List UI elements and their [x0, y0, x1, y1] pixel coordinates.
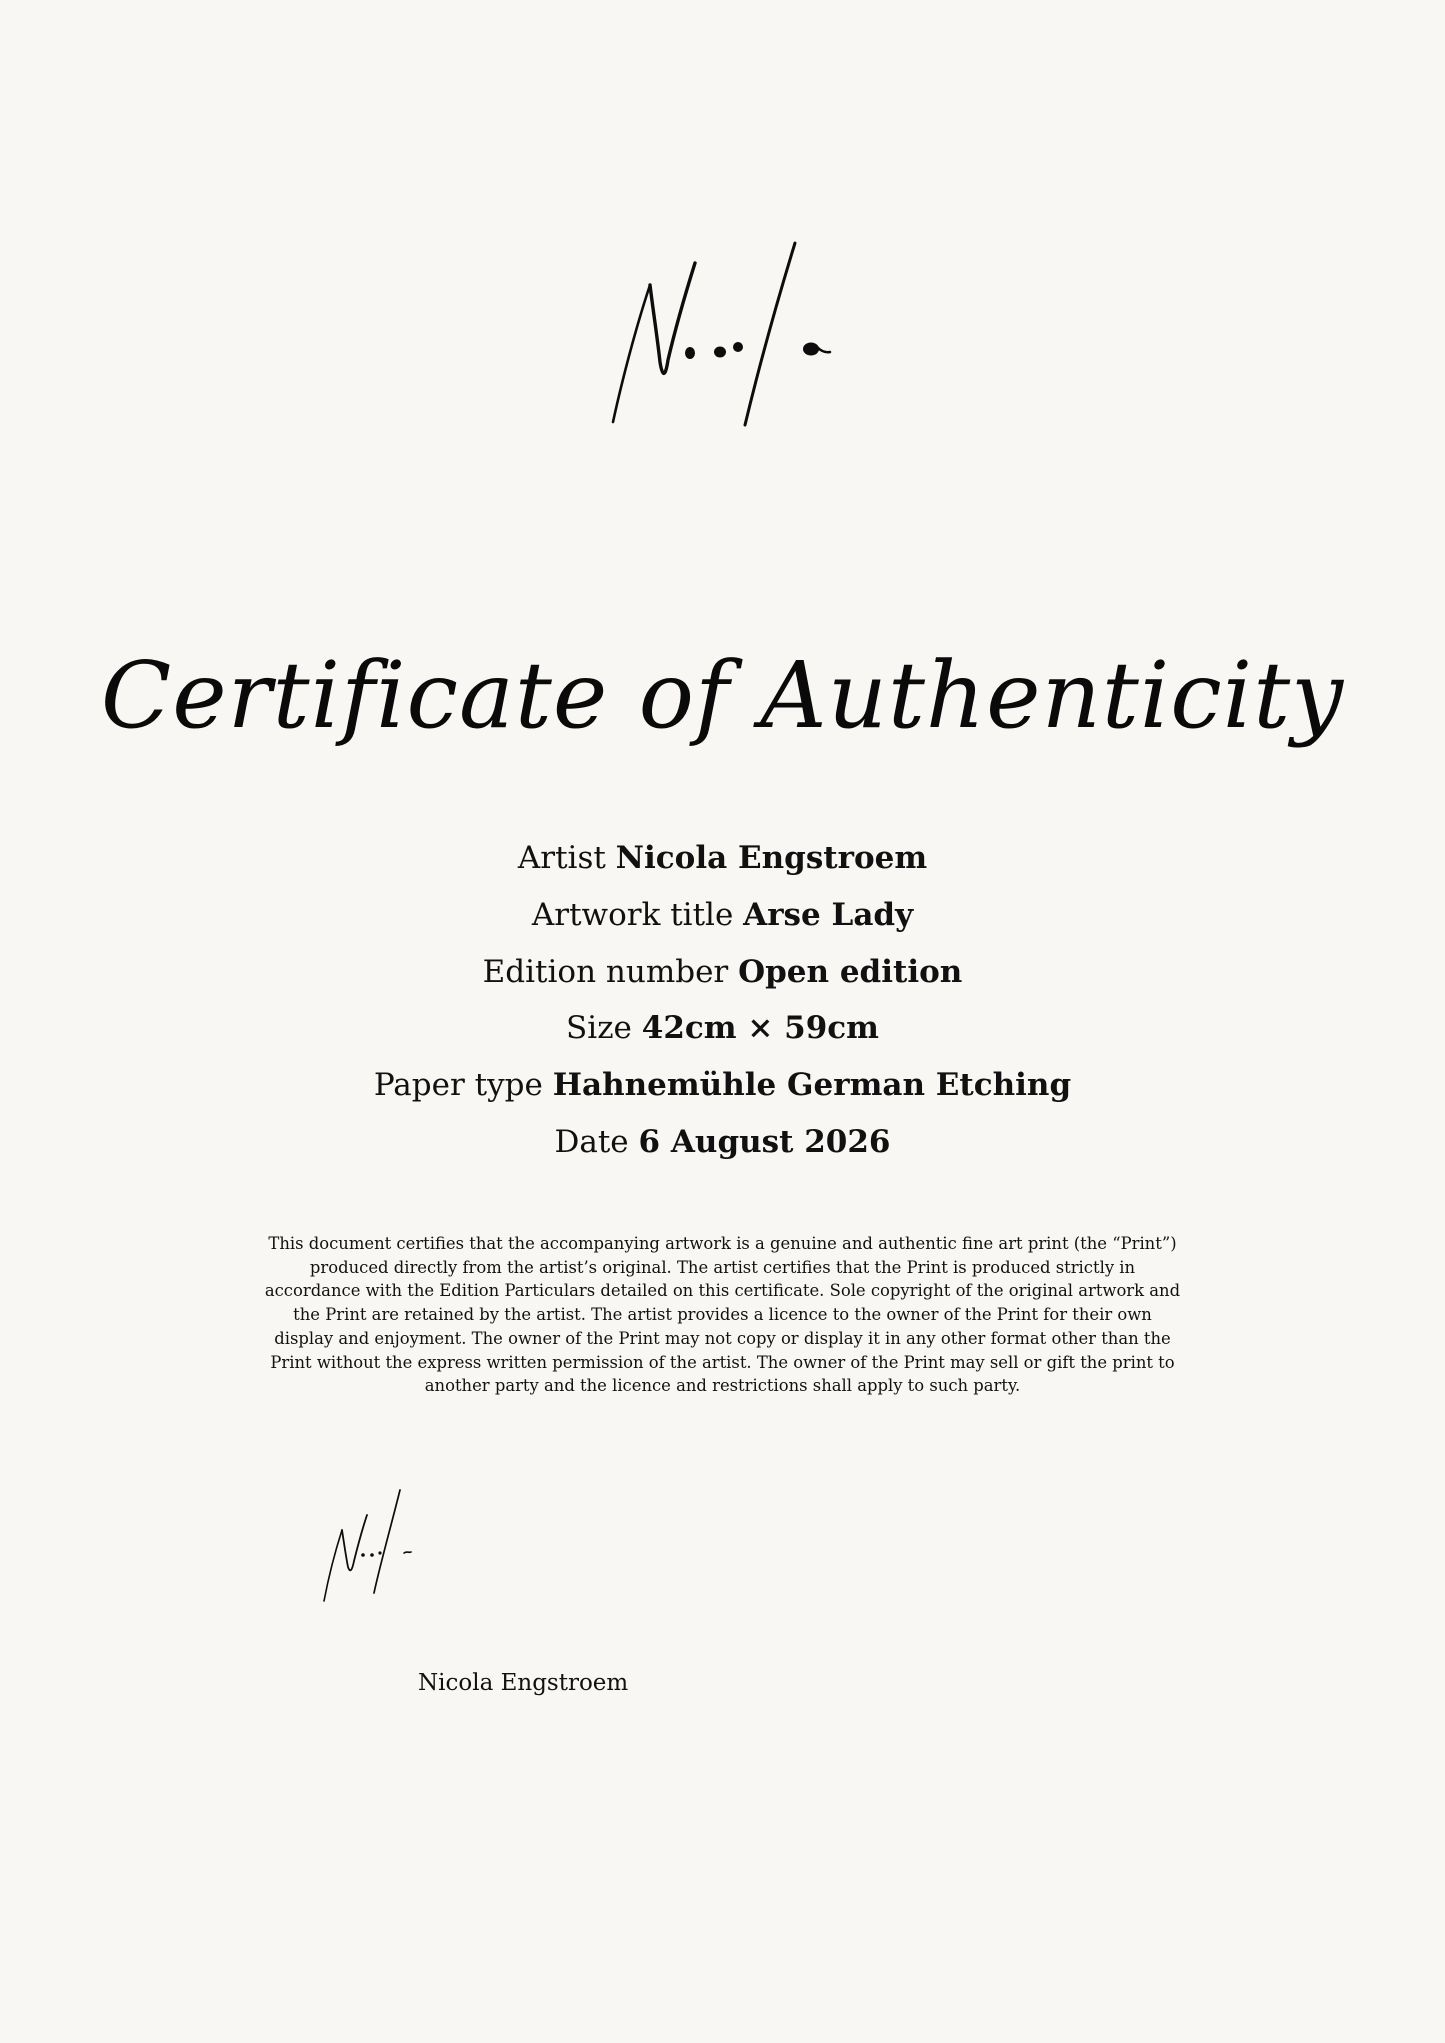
particular-label: Paper type: [373, 1067, 543, 1104]
particular-value: 6 August 2026: [638, 1123, 891, 1160]
particular-date: [0, 1114, 1445, 1171]
particular-label: Size: [566, 1010, 632, 1047]
particular-label: Artwork title: [531, 896, 734, 933]
particular-value: Hahnemühle German Etching: [552, 1067, 1072, 1104]
particular-label: Date: [554, 1123, 629, 1160]
particular-value: 42cm × 59cm: [641, 1010, 879, 1047]
edition-particulars: [0, 830, 1445, 1171]
particular-paper-type: [0, 1057, 1445, 1114]
particular-value: Arse Lady: [743, 896, 914, 933]
certificate-title: Certificate of Authenticity: [100, 642, 1345, 749]
particular-value: Open edition: [738, 953, 963, 990]
particular-artist: [0, 830, 1445, 887]
particular-artwork-title: [0, 887, 1445, 944]
signatory-name: Nicola Engstroem: [418, 1670, 629, 1696]
artist-signature-top: [605, 235, 845, 435]
particular-size: [0, 1000, 1445, 1057]
artist-signature-bottom: [318, 1485, 428, 1605]
particular-label: Edition number: [482, 953, 729, 990]
particular-label: Artist: [517, 840, 606, 876]
particular-edition-number: [0, 944, 1445, 1001]
particular-value: Nicola Engstroem: [615, 840, 928, 876]
certification-statement: This document certifies that the accompanying artwork is a genuine and authentic fine art print (the “Print”) produced directly from the artist’s original. The artist certifies that the Print is produced strictly in accordance with the Edition Particulars detailed on this certificate. Sole copyright of the original artwork and the Print are retained by the artist. The artist provides a licence to the owner of the Print for their own display and enjoyment. The owner of the Print may not copy or display it in any other format other than the Print without the express written permission of the artist. The owner of the Print may sell or gift the print to another party and the licence and restrictions shall apply to such party.: [264, 1234, 1181, 1396]
